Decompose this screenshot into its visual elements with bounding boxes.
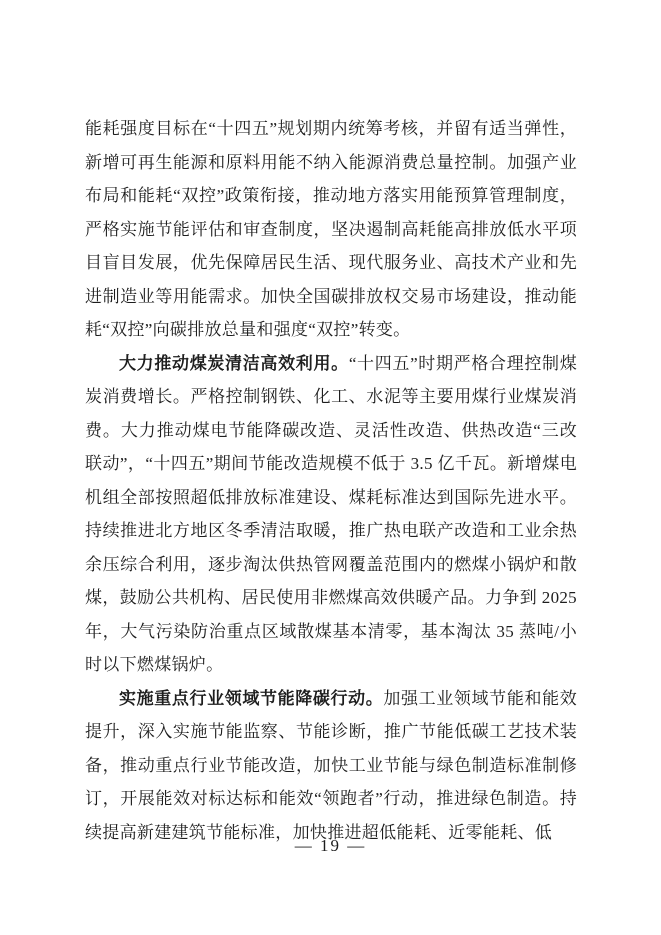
paragraph-body: 能耗强度目标在“十四五”规划期内统筹考核，并留有适当弹性，新增可再生能源和原料用能不纳入能源消费总量控制。加强产业布局和能耗“双控”政策衔接，推动地方落实用能预算管理制度，严格实施节能评估和审查制度，坚决遏制高耗能高排放低水平项目盲目发展，优先保障居民生活、现代服务业、高技术产业和先进制造业等用能需求。加快全国碳排放权交易市场建设，推动能耗“双控”向碳排放总量和强度“双控”转变。 xyxy=(85,119,577,339)
paragraph xyxy=(85,112,577,347)
paragraph-body: 加强工业领域节能和能效提升，深入实施节能监察、节能诊断，推广节能低碳工艺技术装备，推动重点行业节能改造，加快工业节能与绿色制造标准制修订，开展能效对标达标和能效“领跑者”行动，推进绿色制造。持续提高新建建筑节能标准，加快推进超低能耗、近零能耗、低 xyxy=(85,688,577,842)
paragraph-lead: 实施重点行业领域节能降碳行动。 xyxy=(119,688,384,708)
paragraph xyxy=(85,347,577,682)
page-number: — 19 — xyxy=(294,836,367,855)
paragraph xyxy=(85,682,577,850)
paragraph-body: “十四五”时期严格合理控制煤炭消费增长。严格控制钢铁、化工、水泥等主要用煤行业煤炭消费。大力推动煤电节能降碳改造、灵活性改造、供热改造“三改联动”，“十四五”期间节能改造规模不低于 3.5 亿千瓦。新增煤电机组全部按照超低排放标准建设、煤耗标准达到国际先进水平。持续推进北方地区冬季清洁取暖，推广热电联产改造和工业余热余压综合利用，逐步淘汰供热管网覆盖范围内的燃煤小锅炉和散煤，鼓励公共机构、居民使用非燃煤高效供暖产品。力争到 2025 年，大气污染防治重点区域散煤基本清零，基本淘汰 35 蒸吨/小时以下燃煤锅炉。 xyxy=(85,353,578,674)
paragraph-lead: 大力推动煤炭清洁高效利用。 xyxy=(119,353,349,373)
text-block xyxy=(85,112,577,849)
